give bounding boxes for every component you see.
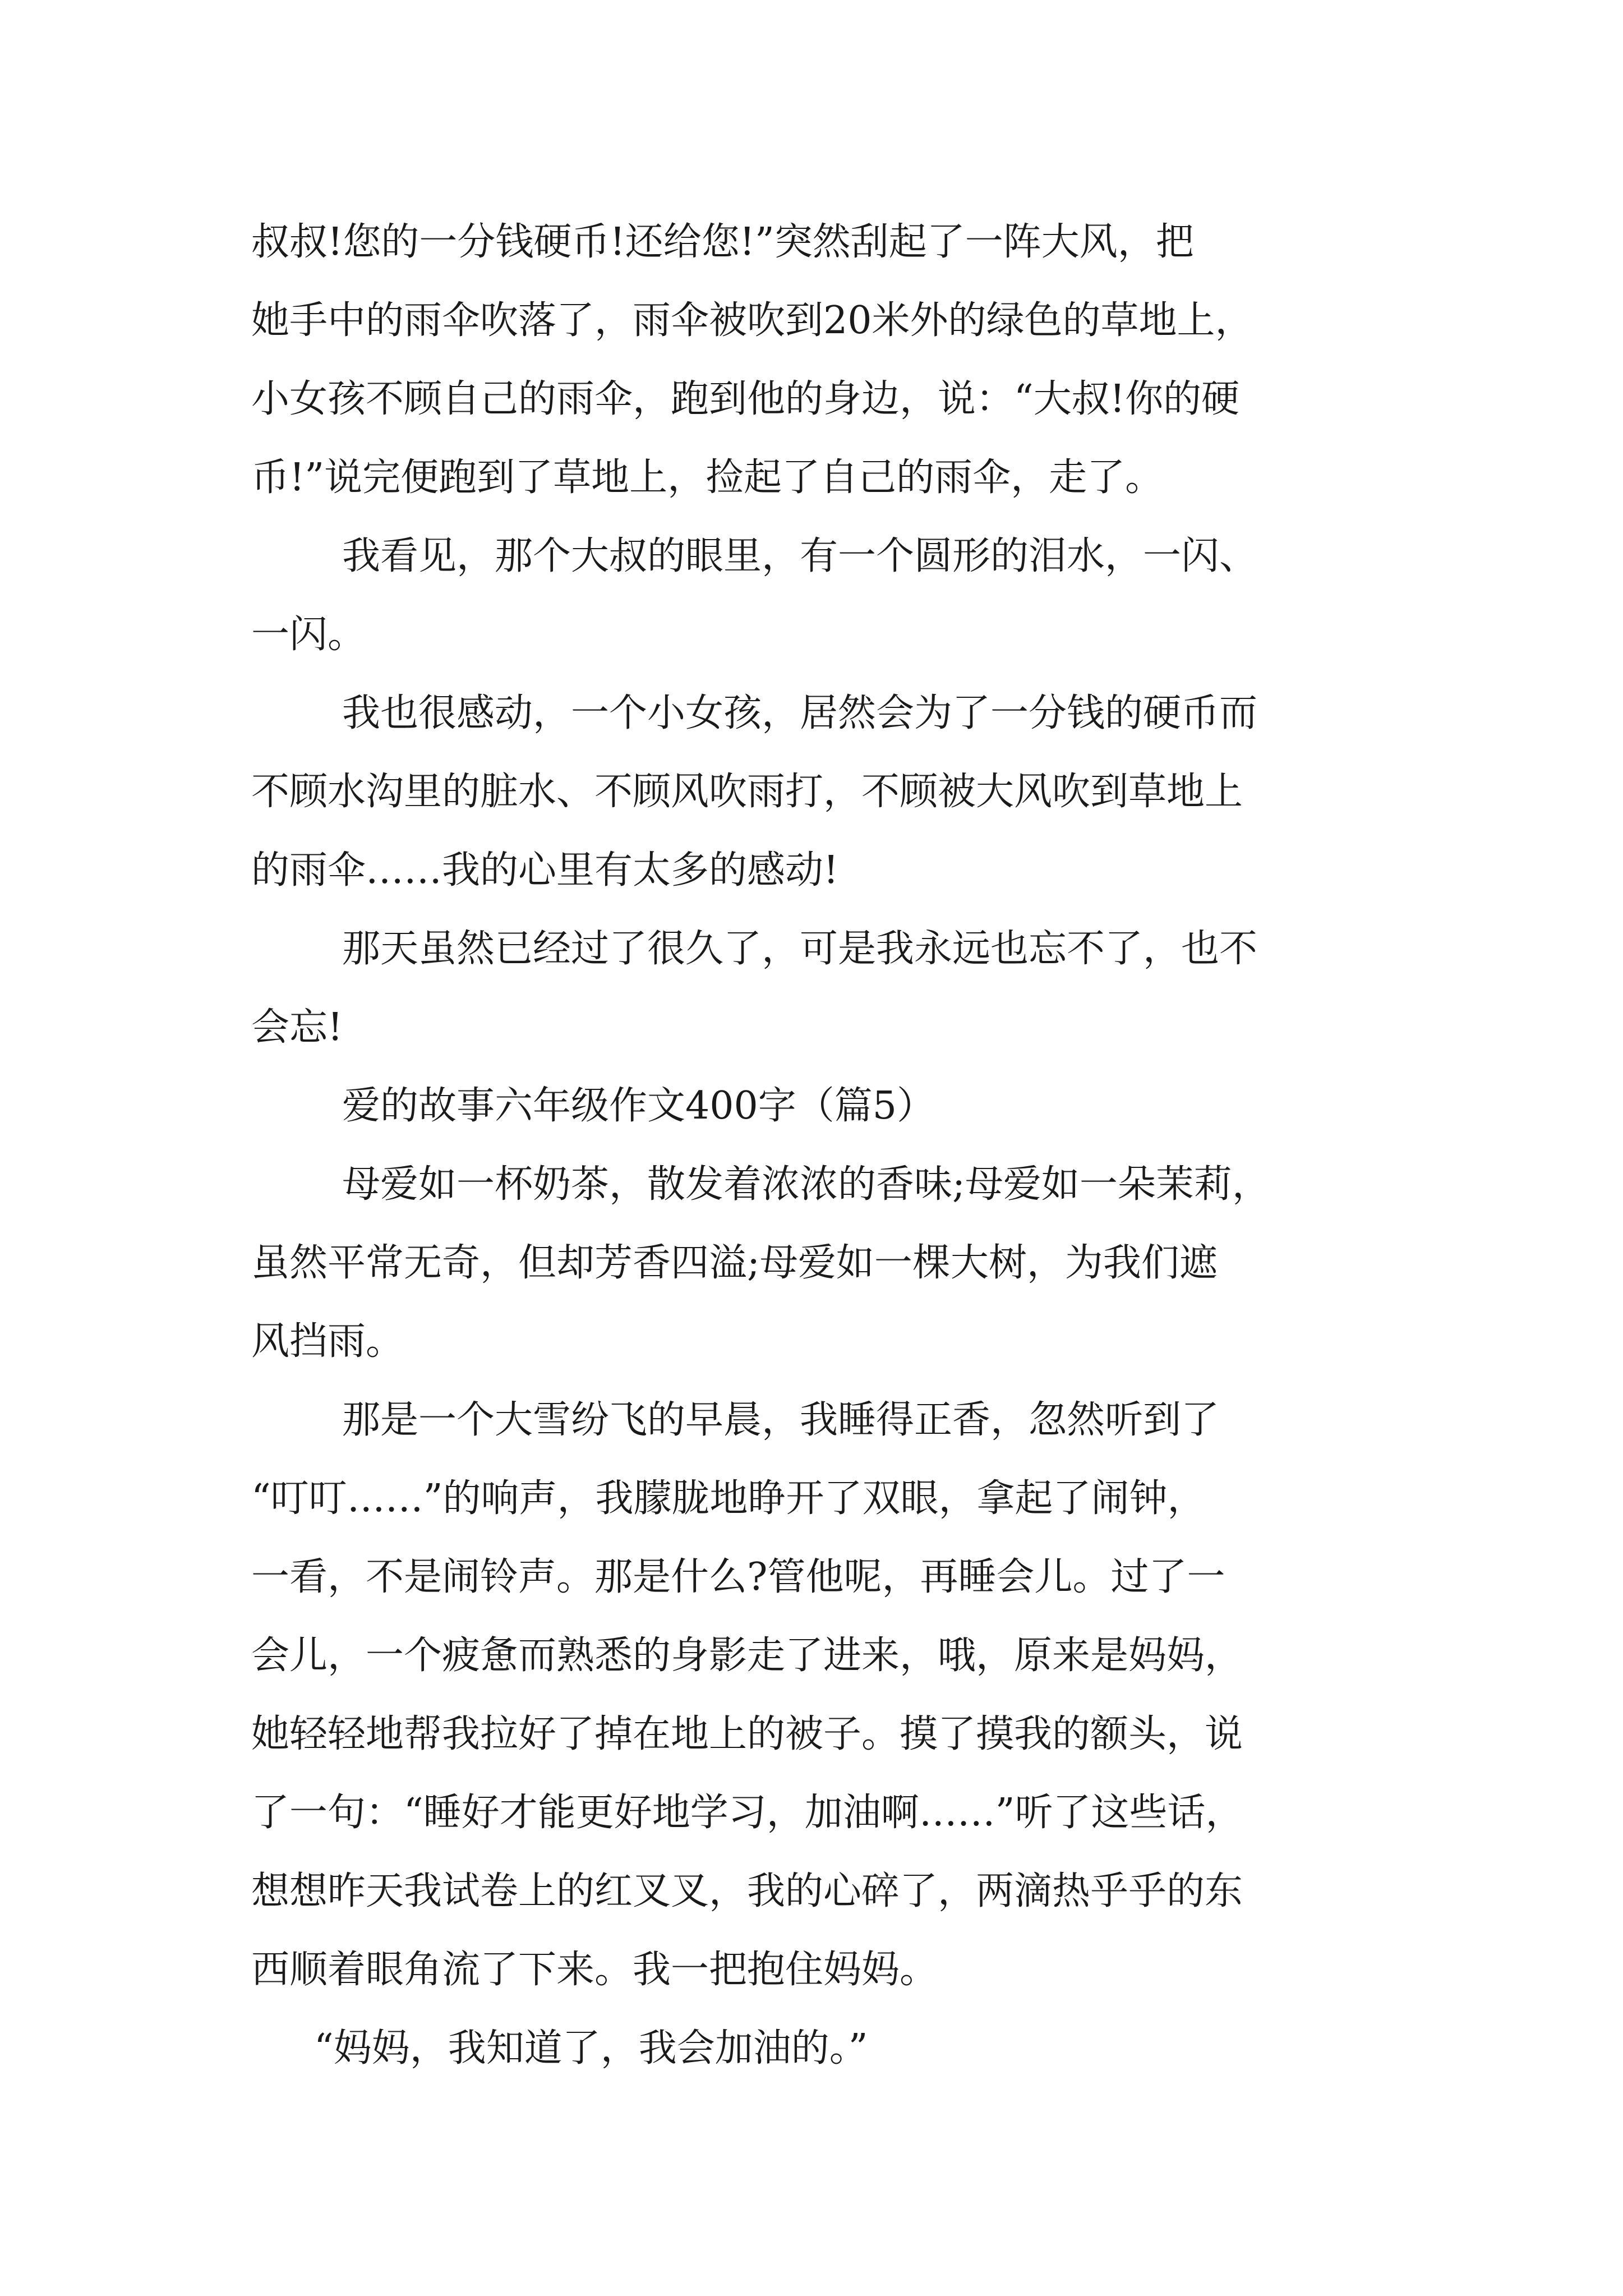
- text-line: 那是一个大雪纷飞的早晨，我睡得正香，忽然听到了: [342, 1398, 1220, 1442]
- text-line: 叔叔!您的一分钱硬币!还给您!”突然刮起了一阵大风，把: [251, 220, 1194, 264]
- text-line: “妈妈，我知道了，我会加油的。”: [314, 2026, 868, 2070]
- text-line: 一看，不是闹铃声。那是什么?管他呢，再睡会儿。过了一: [251, 1555, 1225, 1599]
- text-line: 不顾水沟里的脏水、不顾风吹雨打，不顾被大风吹到草地上: [251, 770, 1243, 814]
- text-line: 风挡雨。: [251, 1319, 404, 1364]
- text-line: “叮叮……”的响声，我朦胧地睁开了双眼，拿起了闹钟，: [251, 1476, 1206, 1521]
- text-line: 会儿，一个疲惫而熟悉的身影走了进来，哦，原来是妈妈，: [251, 1634, 1243, 1678]
- text-line: 母爱如一杯奶茶，散发着浓浓的香味;母爱如一朵茉莉，: [342, 1162, 1270, 1207]
- text-line: 的雨伞……我的心里有太多的感动!: [251, 848, 839, 892]
- text-line: 会忘!: [251, 1005, 343, 1050]
- text-line: 她轻轻地帮我拉好了掉在地上的被子。摸了摸我的额头，说: [251, 1712, 1243, 1756]
- text-line: 西顺着眼角流了下来。我一把抱住妈妈。: [251, 1948, 938, 1992]
- text-line: 一闪。: [251, 613, 366, 657]
- text-line: 币!”说完便跑到了草地上，捡起了自己的雨伞，走了。: [251, 455, 1164, 500]
- text-line: 那天虽然已经过了很久了，可是我永远也忘不了，也不: [342, 927, 1258, 971]
- text-line: 虽然平常无奇，但却芳香四溢;母爱如一棵大树，为我们遮: [251, 1241, 1218, 1285]
- text-line: 我也很感动，一个小女孩，居然会为了一分钱的硬币而: [342, 691, 1258, 735]
- section-heading: 爱的故事六年级作文400字（篇5）: [342, 1084, 935, 1128]
- text-line: 她手中的雨伞吹落了，雨伞被吹到20米外的绿色的草地上，: [251, 298, 1253, 343]
- text-line: 了一句：“睡好才能更好地学习，加油啊……”听了这些话，: [251, 1791, 1244, 1835]
- text-line: 想想昨天我试卷上的红叉叉，我的心碎了，两滴热乎乎的东: [251, 1869, 1243, 1913]
- text-line: 小女孩不顾自己的雨伞，跑到他的身边，说：“大叔!你的硬: [251, 377, 1240, 421]
- text-line: 我看见，那个大叔的眼里，有一个圆形的泪水，一闪、: [342, 534, 1258, 578]
